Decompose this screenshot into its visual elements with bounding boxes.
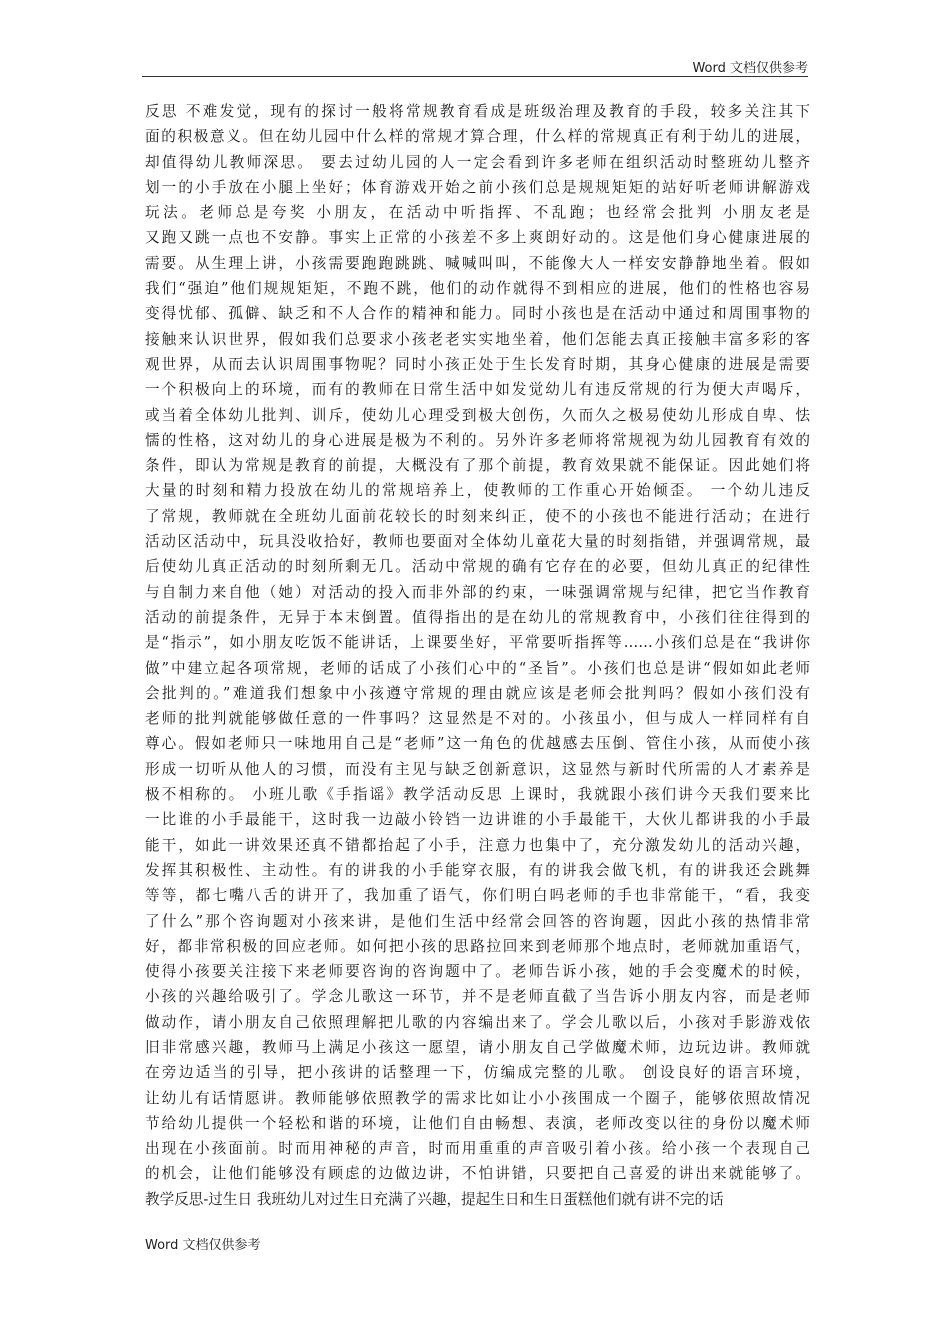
body-text-line: 玩法。老师总是夸奖 小朋友，在活动中听指挥、不乱跑；也经常会批判 小朋友老是 xyxy=(145,204,810,222)
body-text-line: 的机会，让他们能够没有顾虑的边做边讲，不怕讲错，只要把自己喜爱的讲出来就能够了。 xyxy=(145,1165,810,1183)
body-text-line: 好，都非常积极的回应老师。如何把小孩的思路拉回来到老师那个地点时，老师就加重语气， xyxy=(145,937,810,955)
body-text-line: 后使幼儿真正活动的时刻所剩无几。活动中常规的确有它存在的必要，但幼儿真正的纪律性 xyxy=(145,558,810,576)
document-body xyxy=(145,99,810,1212)
body-text-line: 使得小孩要关注接下来老师要咨询的咨询题中了。老师告诉小孩，她的手会变魔术的时候， xyxy=(145,963,810,981)
body-text-line: 一个积极向上的环境，而有的教师在日常生活中如发觉幼儿有违反常规的行为便大声喝斥， xyxy=(145,381,810,399)
body-text-line: 我们“强迫”他们规规矩矩，不跑不跳，他们的动作就得不到相应的进展，他们的性格也容易 xyxy=(145,280,810,298)
body-text-line: 懦的性格，这对幼儿的身心进展是极为不利的。另外许多老师将常规视为幼儿园教育有效的 xyxy=(145,431,810,449)
body-text-line: 老师的批判就能够做任意的一件事吗？这显然是不对的。小孩虽小，但与成人一样同样有自 xyxy=(145,710,810,728)
body-text-line: 却值得幼儿教师深思。 要去过幼儿园的人一定会看到许多老师在组织活动时整班幼儿整齐 xyxy=(145,153,810,171)
body-text-line: 做”中建立起各项常规，老师的话成了小孩们心中的“圣旨”。小孩们也总是讲“假如如此老师 xyxy=(145,659,810,677)
body-text-line: 反思 不难发觉，现有的探讨一般将常规教育看成是班级治理及教育的手段，较多关注其下 xyxy=(145,103,810,120)
body-text-line: 在旁边适当的引导，把小孩讲的话整理一下，仿编成完整的儿歌。 创设良好的语言环境， xyxy=(145,1064,810,1082)
body-text-line: 形成一切听从他人的习惯，而没有主见与缺乏创新意识，这显然与新时代所需的人才素养是 xyxy=(145,760,810,778)
body-text-line: 需要。从生理上讲，小孩需要跑跑跳跳、喊喊叫叫，不能像大人一样安安静静地坐着。假如 xyxy=(145,254,810,272)
body-text-line: 出现在小孩面前。时而用神秘的声音，时而用重重的声音吸引着小孩。给小孩一个表现自己 xyxy=(145,1140,810,1158)
body-text-line: 条件，即认为常规是教育的前提，大概没有了那个前提，教育效果就不能保证。因此她们将 xyxy=(145,457,810,475)
body-text-line: 变得忧郁、孤僻、缺乏和不人合作的精神和能力。同时小孩也是在活动中通过和周围事物的 xyxy=(145,305,810,323)
body-text-line: 接触来认识世界，假如我们总要求小孩老老实实地坐着，他们怎能去真正接触丰富多彩的客 xyxy=(145,330,810,348)
body-text-line: 能干，如此一讲效果还真不错都抬起了小手，注意力也集中了，充分激发幼儿的活动兴趣， xyxy=(145,836,810,854)
page-header: Word 文档仅供参考 xyxy=(692,61,808,76)
body-text-line: 观世界，从而去认识周围事物呢？同时小孩正处于生长发育时期，其身心健康的进展是需要 xyxy=(145,355,810,373)
body-text-line: 又跑又跳一点也不安静。事实上正常的小孩差不多上爽朗好动的。这是他们身心健康进展的 xyxy=(145,229,810,247)
body-text-line: 活动区活动中，玩具没收拾好，教师也要面对全体幼儿童花大量的时刻指错，并强调常规，最 xyxy=(145,533,810,551)
body-text-line: 或当着全体幼儿批判、训斥，使幼儿心理受到极大创伤，久而久之极易使幼儿形成自卑、怯 xyxy=(145,406,810,424)
page-footer: Word 文档仅供参考 xyxy=(145,1238,261,1253)
body-text-line: 教学反思-过生日 我班幼儿对过生日充满了兴趣，提起生日和生日蛋糕他们就有讲不完的话 xyxy=(145,1190,724,1208)
body-text-line: 划一的小手放在小腿上坐好；体育游戏开始之前小孩们总是规规矩矩的站好听老师讲解游戏 xyxy=(145,178,810,196)
body-text-line: 大量的时刻和精力投放在幼儿的常规培养上，使教师的工作重心开始倾歪。 一个幼儿违反 xyxy=(145,482,810,500)
body-text-line: 做动作，请小朋友自己依照理解把儿歌的内容编出来了。学会儿歌以后，小孩对手影游戏依 xyxy=(145,1013,810,1031)
body-text-line: 发挥其积极性、主动性。有的讲我的小手能穿衣服，有的讲我会做飞机，有的讲我还会跳舞 xyxy=(145,861,810,879)
body-text-line: 活动的前提条件，无异于本末倒置。值得指出的是在幼儿的常规教育中，小孩们往往得到的 xyxy=(145,608,810,626)
header-divider xyxy=(142,76,808,77)
body-text-line: 与自制力来自他（她）对活动的投入而非外部的约束，一味强调常规与纪律，把它当作教育 xyxy=(145,583,810,601)
body-text-line: 节给幼儿提供一个轻松和谐的环境，让他们自由畅想、表演，老师改变以往的身份以魔术师 xyxy=(145,1114,810,1132)
body-text-line: 小孩的兴趣给吸引了。学念儿歌这一环节，并不是老师直截了当告诉小朋友内容，而是老师 xyxy=(145,988,810,1006)
body-text-line: 极不相称的。 小班儿歌《手指谣》教学活动反思 上课时，我就跟小孩们讲今天我们要来比 xyxy=(145,786,810,804)
body-text-line: 等等，都七嘴八舌的讲开了，我加重了语气，你们明白吗老师的手也非常能干，“看，我变 xyxy=(145,887,810,905)
body-text-line: 了常规，教师就在全班幼儿面前花较长的时刻来纠正，使不的小孩也不能进行活动；在进行 xyxy=(145,507,810,525)
body-text-line: 让幼儿有话情愿讲。教师能够依照教学的需求比如让小小孩围成一个圈子，能够依照故情况 xyxy=(145,1089,810,1107)
body-text-line: 旧非常感兴趣，教师马上满足小孩这一愿望，请小朋友自己学做魔术师，边玩边讲。教师就 xyxy=(145,1038,810,1056)
body-text-line: 面的积极意义。但在幼儿园中什么样的常规才算合理，什么样的常规真正有利于幼儿的进展， xyxy=(145,128,810,146)
body-text-line: 是“指示”，如小朋友吃饭不能讲话，上课要坐好，平常要听指挥等……小孩们总是在“我讲你 xyxy=(145,634,810,652)
body-text-line: 尊心。假如老师只一味地用自己是“老师”这一角色的优越感去压倒、管住小孩，从而使小孩 xyxy=(145,735,810,753)
body-text-line: 了什么”那个咨询题对小孩来讲，是他们生活中经常会回答的咨询题，因此小孩的热情非常 xyxy=(145,912,810,930)
body-text-line: 一比谁的小手最能干，这时我一边敲小铃铛一边讲谁的小手最能干，大伙儿都讲我的小手最 xyxy=(145,811,810,829)
body-text-line: 会批判的。”难道我们想象中小孩遵守常规的理由就应该是老师会批判吗？假如小孩们没有 xyxy=(145,684,810,702)
